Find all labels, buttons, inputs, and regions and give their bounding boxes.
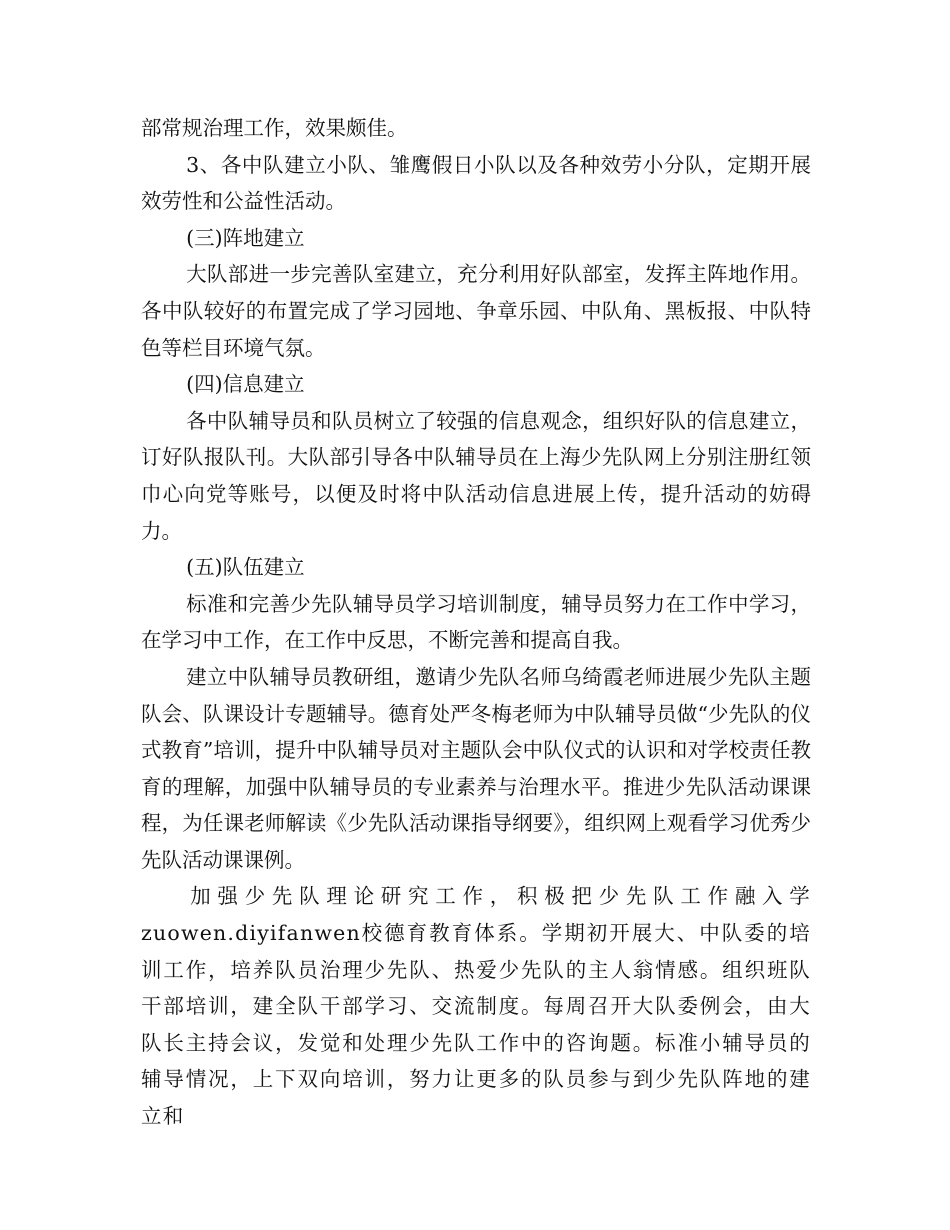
paragraph-theory-research: 加强少先队理论研究工作，积极把少先队工作融入学zuowen.diyifanwen校德育教育体系。学期初开展大、中队委的培训工作，培养队员治理少先队、热爱少先队的主人翁情感。组织班队干部培训，建全队干部学习、交流制度。每周召开大队委例会，由大队长主持会议，发觉和处理少先队工作中的咨询题。标准小辅导员的辅导情况，上下双向培训，努力让更多的队员参与到少先队阵地的建立和	[141, 884, 811, 1129]
section-heading-information: (四)信息建立	[186, 372, 305, 397]
document-page	[141, 110, 811, 1135]
paragraph-continuation: 部常规治理工作，效果颇佳。	[141, 116, 408, 140]
section-heading-team: (五)队伍建立	[186, 555, 305, 580]
section-heading-positions: (三)阵地建立	[186, 225, 305, 250]
paragraph-positions: 大队部进一步完善队室建立，充分利用好队部室，发挥主阵地作用。各中队较好的布置完成了学习园地、争章乐园、中队角、黑板报、中队特色等栏目环境气氛。	[141, 262, 811, 360]
paragraph-item-3: 3、各中队建立小队、雏鹰假日小队以及各种效劳小分队，定期开展效劳性和公益性活动。	[141, 152, 811, 214]
paragraph-team-training: 标准和完善少先队辅导员学习培训制度，辅导员努力在工作中学习，在学习中工作，在工作中反思，不断完善和提高自我。	[141, 591, 811, 653]
paragraph-research-group: 建立中队辅导员教研组，邀请少先队名师乌绮霞老师进展少先队主题队会、队课设计专题辅导。德育处严冬梅老师为中队辅导员做“少先队的仪式教育”培训，提升中队辅导员对主题队会中队仪式的认识和对学校责任教育的理解，加强中队辅导员的专业素养与治理水平。推进少先队活动课课程，为任课老师解读《少先队活动课指导纲要》，组织网上观看学习优秀少先队活动课课例。	[141, 664, 811, 872]
paragraph-information: 各中队辅导员和队员树立了较强的信息观念，组织好队的信息建立，订好队报队刊。大队部引导各中队辅导员在上海少先队网上分别注册红领巾心向党等账号，以便及时将中队活动信息进展上传，提升活动的妨碍力。	[141, 408, 811, 543]
